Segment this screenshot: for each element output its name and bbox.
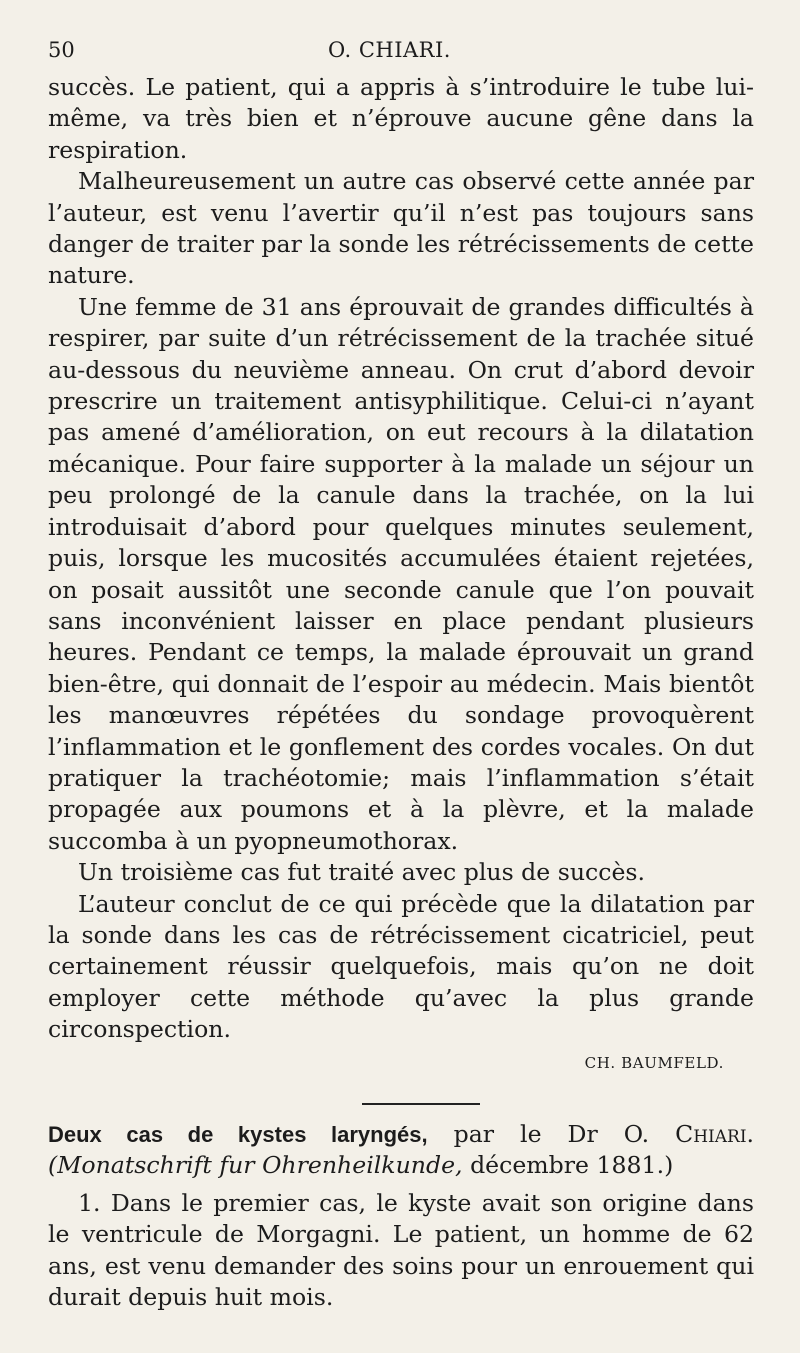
article-heading: [48, 1119, 754, 1182]
paragraph: 1. Dans le premier cas, le kyste avait son origine dans le ventricule de Morgagni. Le patient, un homme de 62 ans, est venu demander des soins pour un enrouement qui durait depuis huit mois.: [48, 1188, 754, 1312]
article-title: Deux cas de kystes laryngés,: [48, 1122, 428, 1147]
page-header: [48, 38, 768, 70]
section-divider: [362, 1103, 480, 1105]
paragraph: Malheureusement un autre cas observé cette année par l’auteur, est venu l’avertir qu’il n’est pas toujours sans danger de traiter par la sonde les rétrécissements de cette nature.: [48, 167, 754, 290]
paragraph-continued: succès. Le patient, qui a appris à s’introduire le tube lui-même, va très bien et n’éprouve aucune gêne dans la respiration.: [48, 73, 754, 164]
author-title: Dr: [567, 1120, 598, 1148]
paragraph: Une femme de 31 ans éprouvait de grandes difficultés à respirer, par suite d’un rétrécissement de la trachée situé au-dessous du neuvième anneau. On crut d’abord devoir prescrire un traitement antisyphilitique. Celui-ci n’ayant pas amené d’amélioration, on eut recours à la dilatation mécanique. Pour faire supporter à la malade un séjour un peu prolongé de la canule dans la trachée, on la lui introduisait d’abord pour quelques minutes seulement, puis, lorsque les mucosités accumulées étaient rejetées, on posait aussitôt une seconde canule que l’on pouvait sans inconvénient laisser en place pendant plusieurs heures. Pendant ce temps, la malade éprouvait un grand bien-être, qui donnait de l’espoir au médecin. Mais bientôt les manœuvres répétées du sondage provoquèrent l’inflammation et le gonflement des cordes vocales. On dut pratiquer la trachéotomie; mais l’inflammation s’était propagée aux poumons et à la plèvre, et la malade succomba à un pyopneumothorax.: [48, 292, 754, 855]
paragraph: L’auteur conclut de ce qui précède que la dilatation par la sonde dans les cas de rétrécissement cicatriciel, peut certainement réussir quelquefois, mais qu’on ne doit employer cette méthode qu’avec la plus grande circonspection.: [48, 889, 754, 1044]
paragraph: Un troisième cas fut traité avec plus de succès.: [78, 858, 646, 887]
article-author: O. Chiari.: [623, 1120, 755, 1148]
signature: CH. BAUMFELD.: [584, 1053, 724, 1072]
body-text: [48, 72, 754, 1313]
article-by: par le: [453, 1120, 542, 1148]
journal-name: (Monatschrift fur Ohrenheilkunde,: [48, 1151, 463, 1180]
article-date: décembre 1881.): [470, 1151, 674, 1180]
running-head: O. CHIARI.: [328, 38, 451, 62]
page-number: 50: [48, 38, 75, 62]
